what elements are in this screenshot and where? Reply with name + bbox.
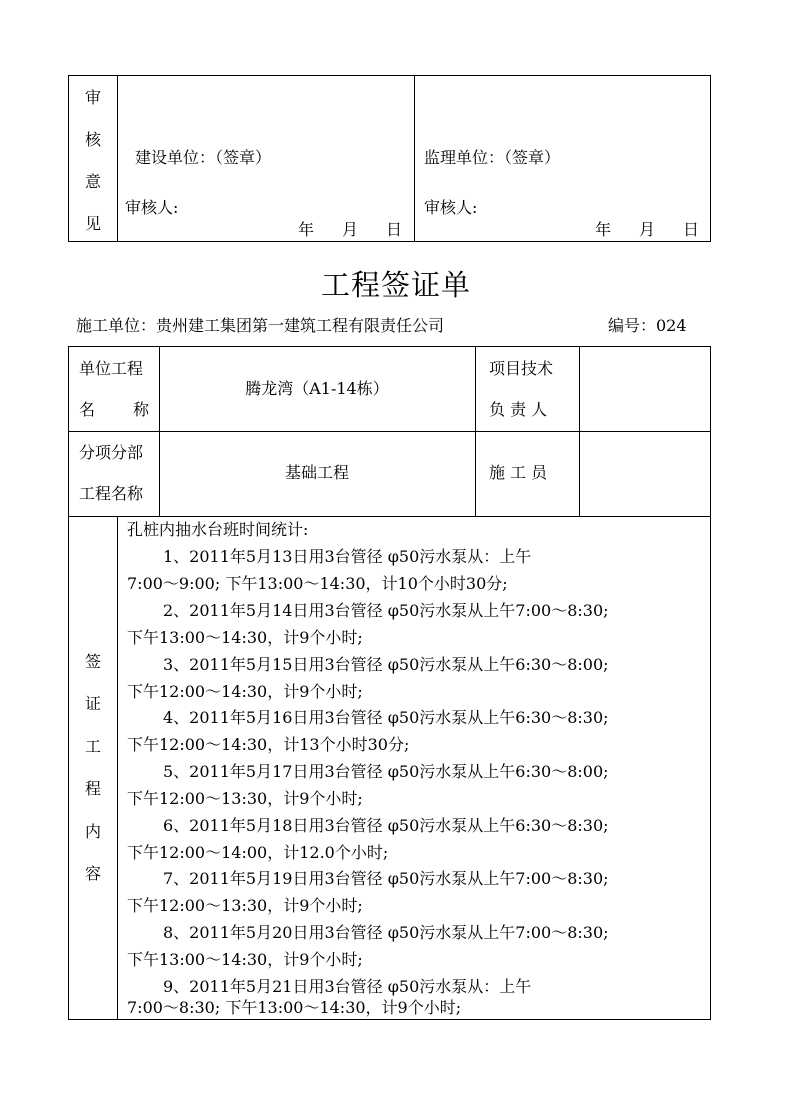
review-divider-middle: [414, 76, 415, 241]
date-month: 月: [638, 220, 655, 239]
label-char: 名: [79, 400, 96, 419]
date-left: [298, 220, 402, 240]
sub-project-label-line2: 工程名称: [79, 484, 144, 503]
review-side-char: 审: [84, 88, 101, 107]
date-day: 日: [385, 220, 402, 239]
reviewer-right: 审核人:: [424, 198, 478, 217]
review-side-label: [69, 88, 117, 234]
label-char: 称: [132, 400, 149, 419]
content-line: 孔桩内抽水台班时间统计:: [127, 520, 309, 539]
review-side-char: 意: [84, 172, 101, 191]
row-divider: [69, 516, 710, 517]
content-side-char: 程: [84, 779, 101, 799]
content-line: 2、2011年5月14日用3台管径 φ50污水泵从上午7:00～8:30;: [163, 601, 609, 620]
col-divider: [117, 516, 118, 1019]
col-divider: [579, 347, 580, 516]
document-number: 编号：024: [608, 316, 687, 335]
content-line: 7:00～8:30; 下午13:00～14:30，计9个小时;: [127, 998, 462, 1017]
content-line: 7:00～9:00; 下午13:00～14:30，计10个小时30分;: [127, 574, 508, 593]
content-line: 8、2011年5月20日用3台管径 φ50污水泵从上午7:00～8:30;: [163, 923, 609, 942]
unit-project-label: 单位工程: [79, 359, 144, 378]
tech-lead-label-line2: 负 责 人: [489, 400, 548, 419]
content-line: 下午12:00～14:00，计12.0个小时;: [127, 843, 389, 862]
content-line: 下午13:00～14:30，计9个小时;: [127, 950, 363, 969]
visa-table: [68, 346, 711, 1020]
date-day: 日: [682, 220, 699, 239]
content-line: 3、2011年5月15日用3台管径 φ50污水泵从上午6:30～8:00;: [163, 655, 609, 674]
supervision-unit-stamp: 监理单位：（签章）: [424, 148, 561, 167]
content-side-char: 证: [84, 694, 101, 714]
page-title: 工程签证单: [320, 268, 471, 302]
row-divider: [69, 431, 710, 432]
constructor-label: 施 工 员: [489, 463, 548, 482]
review-table: [68, 75, 711, 242]
date-month: 月: [341, 220, 358, 239]
date-right: [595, 220, 699, 240]
contractor-line: 施工单位：贵州建工集团第一建筑工程有限责任公司: [76, 316, 445, 335]
col-divider: [159, 347, 160, 516]
col-divider: [475, 347, 476, 516]
date-year: 年: [298, 220, 315, 239]
content-line: 下午13:00～14:30，计9个小时;: [127, 628, 363, 647]
content-side-char: 内: [84, 821, 101, 841]
content-line: 下午12:00～13:30，计9个小时;: [127, 789, 363, 808]
content-line: 下午12:00～14:30，计13个小时30分;: [127, 735, 410, 754]
content-side-char: 签: [84, 652, 101, 671]
unit-project-name: 腾龙湾（A1-14栋）: [245, 379, 389, 398]
content-line: 9、2011年5月21日用3台管径 φ50污水泵从：上午: [163, 977, 532, 996]
content-line: 6、2011年5月18日用3台管径 φ50污水泵从上午6:30～8:30;: [163, 816, 609, 835]
content-line: 下午12:00～14:30，计9个小时;: [127, 682, 363, 701]
unit-project-label-line2: [79, 400, 149, 420]
content-line: 4、2011年5月16日用3台管径 φ50污水泵从上午6:30～8:30;: [163, 708, 609, 727]
content-line: 5、2011年5月17日用3台管径 φ50污水泵从上午6:30～8:00;: [163, 762, 609, 781]
review-side-char: 核: [84, 130, 101, 149]
review-side-char: 见: [84, 214, 101, 233]
sub-project-name: 基础工程: [284, 463, 349, 482]
construction-unit-stamp: 建设单位：（签章）: [135, 148, 272, 167]
date-year: 年: [595, 220, 612, 239]
reviewer-left: 审核人:: [125, 198, 179, 217]
sub-project-label: 分项分部: [79, 443, 144, 462]
content-side-char: 容: [84, 863, 101, 883]
content-side-char: 工: [84, 736, 101, 756]
content-side-label: [69, 652, 117, 884]
content-line: 下午12:00～13:30，计9个小时;: [127, 896, 363, 915]
tech-lead-label: 项目技术: [489, 359, 554, 378]
content-line: 1、2011年5月13日用3台管径 φ50污水泵从：上午: [163, 547, 532, 566]
content-line: 7、2011年5月19日用3台管径 φ50污水泵从上午7:00～8:30;: [163, 869, 609, 888]
review-divider-left: [117, 76, 118, 241]
